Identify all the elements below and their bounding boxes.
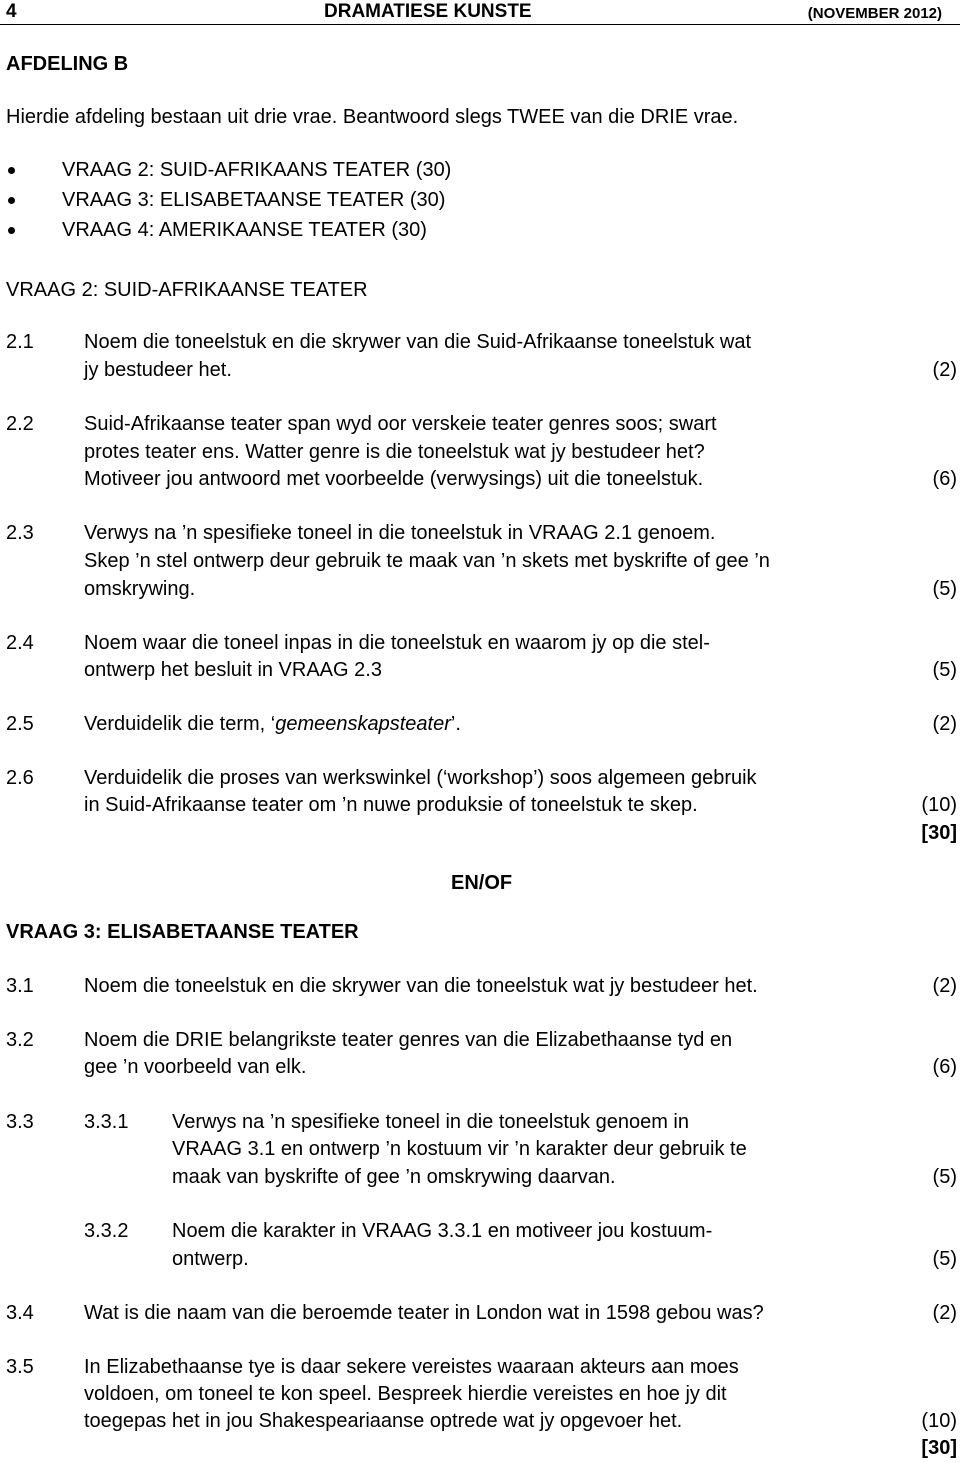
question-mark: (5) <box>932 1248 957 1270</box>
question-mark: (6) <box>932 1056 957 1078</box>
bullet-icon <box>8 167 15 174</box>
question-text: ’. <box>450 713 461 735</box>
question-mark: (2) <box>932 713 957 735</box>
document-title: DRAMATIESE KUNSTE <box>324 1 532 22</box>
question-line: Noem die DRIE belangrikste teater genres van die Elizabethaanse tyd en <box>84 1029 733 1051</box>
question-mark: (2) <box>932 975 957 997</box>
question-number: 3.4 <box>6 1302 34 1324</box>
question-line: jy bestudeer het. <box>84 359 232 381</box>
question-line: Motiveer jou antwoord met voorbeelde (verwysings) uit die toneelstuk. <box>84 468 704 490</box>
question-line: voldoen, om toneel te kon speel. Bespreek hierdie vereistes en hoe jy dit <box>84 1383 727 1405</box>
bullet-item: VRAAG 3: ELISABETAANSE TEATER (30) <box>62 189 446 211</box>
question-number: 3.5 <box>6 1356 34 1378</box>
question-line: ontwerp. <box>172 1248 249 1270</box>
bullet-icon <box>8 197 15 204</box>
question-line: in Suid-Afrikaanse teater om ’n nuwe produksie of toneelstuk te skep. <box>84 794 698 816</box>
question-number: 2.2 <box>6 413 34 435</box>
question-total: [30] <box>921 1437 957 1459</box>
sub-question-number: 3.3.2 <box>84 1220 129 1242</box>
question-2-heading: VRAAG 2: SUID-AFRIKAANSE TEATER <box>6 279 368 301</box>
sub-question-number: 3.3.1 <box>84 1111 129 1133</box>
question-number: 2.6 <box>6 767 34 789</box>
document-date: (NOVEMBER 2012) <box>807 5 942 22</box>
page-number: 4 <box>6 1 17 22</box>
question-line: VRAAG 3.1 en ontwerp ’n kostuum vir ’n karakter deur gebruik te <box>172 1138 747 1160</box>
bullet-item: VRAAG 2: SUID-AFRIKAANS TEATER (30) <box>62 159 452 181</box>
question-number: 2.4 <box>6 632 34 654</box>
question-line: Suid-Afrikaanse teater span wyd oor verskeie teater genres soos; swart <box>84 413 717 435</box>
question-line: Noem die karakter in VRAAG 3.3.1 en motiveer jou kostuum- <box>172 1220 713 1242</box>
question-mark: (5) <box>932 659 957 681</box>
question-number: 2.5 <box>6 713 34 735</box>
question-mark: (10) <box>921 794 957 816</box>
question-line: Wat is die naam van die beroemde teater in London wat in 1598 gebou was? <box>84 1302 764 1324</box>
question-text: Verduidelik die term, ‘ <box>84 713 276 735</box>
question-mark: (5) <box>932 1166 957 1188</box>
question-number: 3.2 <box>6 1029 34 1051</box>
question-mark: (2) <box>932 1302 957 1324</box>
question-line: gee ’n voorbeeld van elk. <box>84 1056 307 1078</box>
question-3-heading: VRAAG 3: ELISABETAANSE TEATER <box>6 921 359 943</box>
question-line: Noem die toneelstuk en die skrywer van die toneelstuk wat jy bestudeer het. <box>84 975 758 997</box>
question-total: [30] <box>921 822 957 844</box>
question-line: Verwys na ’n spesifieke toneel in die toneelstuk genoem in <box>172 1111 689 1133</box>
section-separator: EN/OF <box>451 872 513 894</box>
question-line: ontwerp het besluit in VRAAG 2.3 <box>84 659 382 681</box>
question-line: toegepas het in jou Shakespeariaanse optrede wat jy opgevoer het. <box>84 1410 683 1432</box>
section-intro: Hierdie afdeling bestaan uit drie vrae. Beantwoord slegs TWEE van die DRIE vrae. <box>6 106 739 128</box>
question-line: Skep ’n stel ontwerp deur gebruik te maak van ’n skets met byskrifte of gee ’n <box>84 550 770 572</box>
question-line: Noem waar die toneel inpas in die toneelstuk en waarom jy op die stel- <box>84 632 710 654</box>
bullet-icon <box>8 227 15 234</box>
question-line: In Elizabethaanse tye is daar sekere vereistes waaraan akteurs aan moes <box>84 1356 739 1378</box>
question-line: Noem die toneelstuk en die skrywer van die Suid-Afrikaanse toneelstuk wat <box>84 331 752 353</box>
term-italic: gemeenskapsteater <box>275 713 451 735</box>
bullet-item: VRAAG 4: AMERIKAANSE TEATER (30) <box>62 219 427 241</box>
question-line: omskrywing. <box>84 578 196 600</box>
question-number: 2.1 <box>6 331 34 353</box>
question-mark: (10) <box>921 1410 957 1432</box>
question-line: Verwys na ’n spesifieke toneel in die toneelstuk in VRAAG 2.1 genoem. <box>84 522 716 544</box>
section-title: AFDELING B <box>6 53 129 75</box>
question-mark: (6) <box>932 468 957 490</box>
question-line <box>84 711 461 738</box>
question-number: 3.1 <box>6 975 34 997</box>
question-mark: (5) <box>932 578 957 600</box>
question-line: protes teater ens. Watter genre is die toneelstuk wat jy bestudeer het? <box>84 441 705 463</box>
question-line: Verduidelik die proses van werkswinkel (‘workshop’) soos algemeen gebruik <box>84 767 757 789</box>
question-number: 3.3 <box>6 1111 34 1133</box>
question-line: maak van byskrifte of gee ’n omskrywing daarvan. <box>172 1166 616 1188</box>
question-mark: (2) <box>932 359 957 381</box>
question-number: 2.3 <box>6 522 34 544</box>
